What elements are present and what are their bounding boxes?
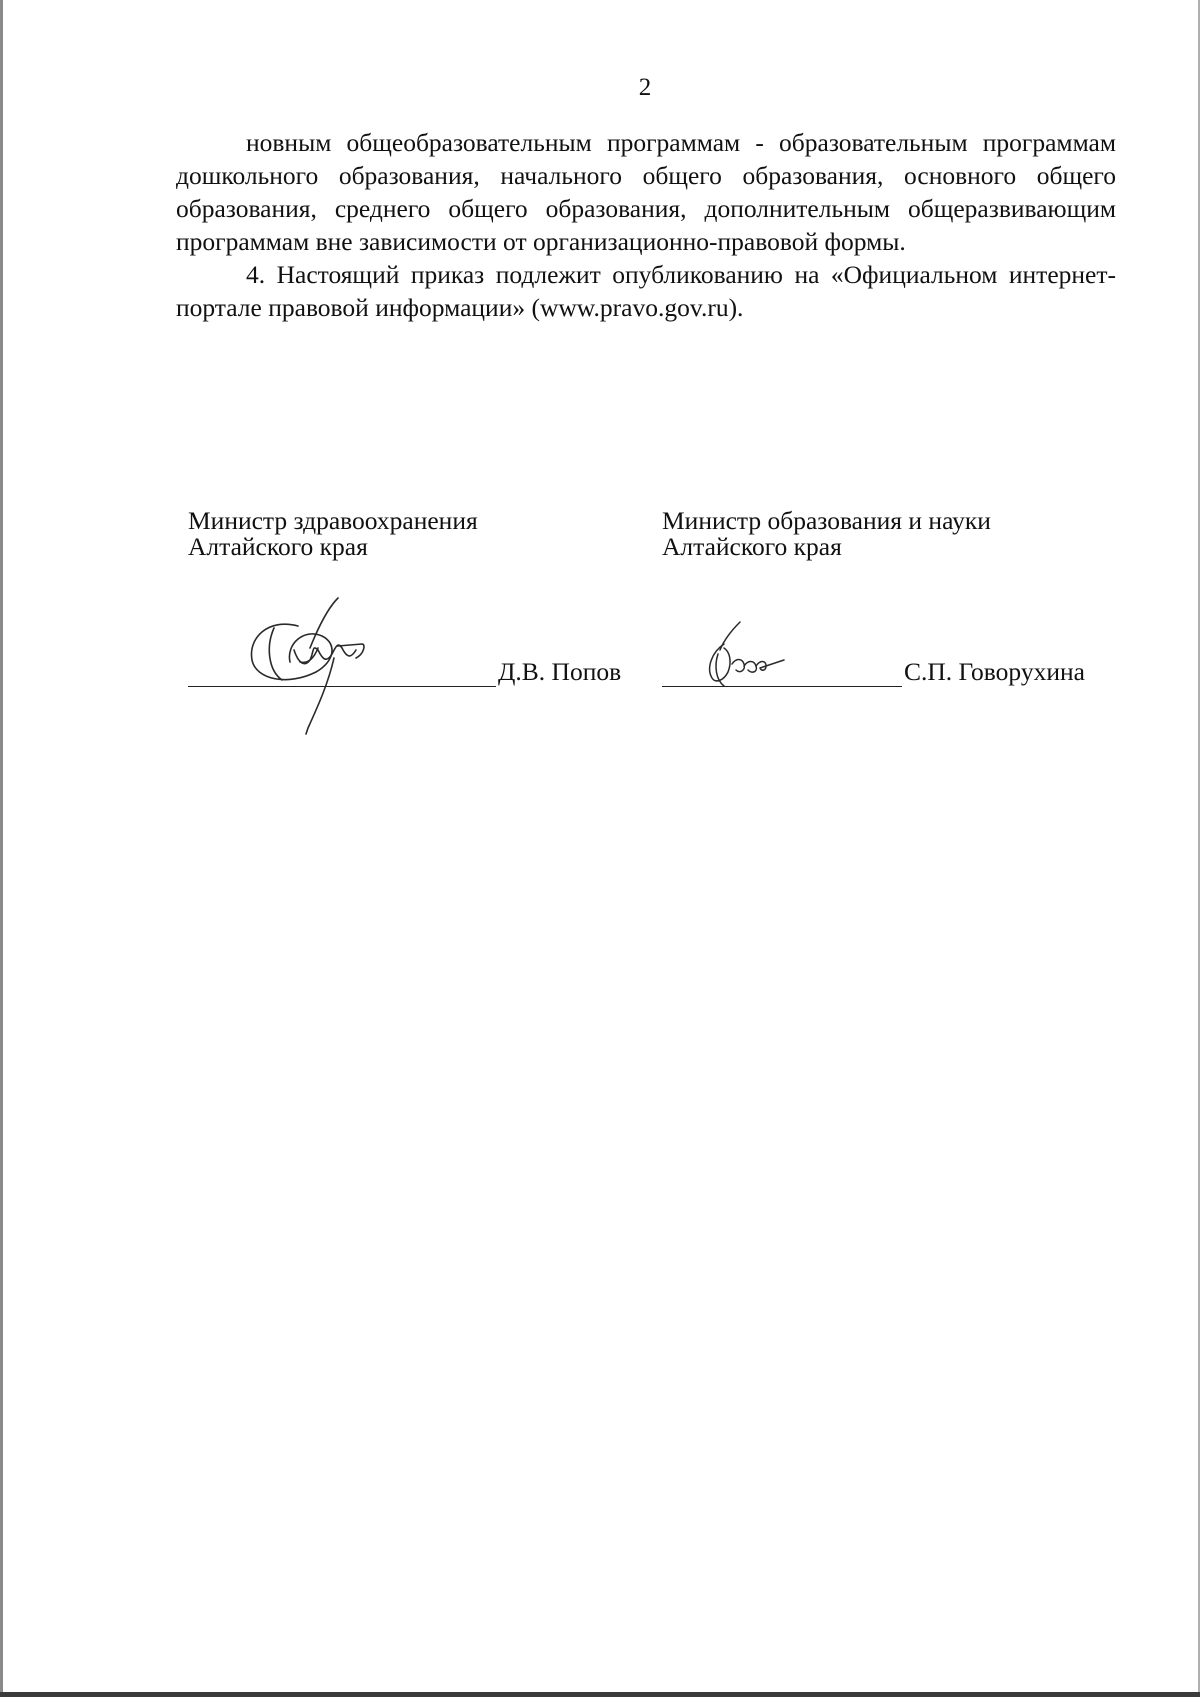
page-number: 2 [638, 74, 652, 101]
paragraph-4: 4. Настоящий приказ подлежит опубликованию на «Официальном интернет-портале правовой информации» (www.pravo.gov.ru). [176, 260, 1116, 322]
signer-name: Д.В. Попов [498, 657, 622, 686]
handwritten-signature-icon [238, 588, 378, 738]
signer-name: С.П. Говорухина [904, 657, 1085, 686]
signature-block-health-minister [188, 506, 638, 686]
signer-position-line1: Министр образования и науки [662, 506, 991, 535]
signature-block-education-minister [662, 506, 1122, 686]
scan-edge-bottom [0, 1692, 1200, 1697]
signer-position-line1: Министр здравоохранения [188, 506, 478, 535]
signer-position [188, 508, 638, 560]
signer-position-line2: Алтайского края [662, 532, 842, 561]
scan-edge-left [0, 0, 3, 1697]
signer-position [662, 508, 1122, 560]
document-body [176, 126, 1116, 324]
signatures-section [0, 508, 1200, 748]
signature-line [662, 686, 902, 687]
signature-line [188, 686, 496, 687]
paragraph-continuation: новным общеобразовательным программам - образовательным программам дошкольного образования, начального общего образования, основного общего образования, среднего общего образования, дополнительным общеразвивающим программам вне зависимости от организационно-правовой формы. [176, 128, 1116, 256]
signer-position-line2: Алтайского края [188, 532, 368, 561]
